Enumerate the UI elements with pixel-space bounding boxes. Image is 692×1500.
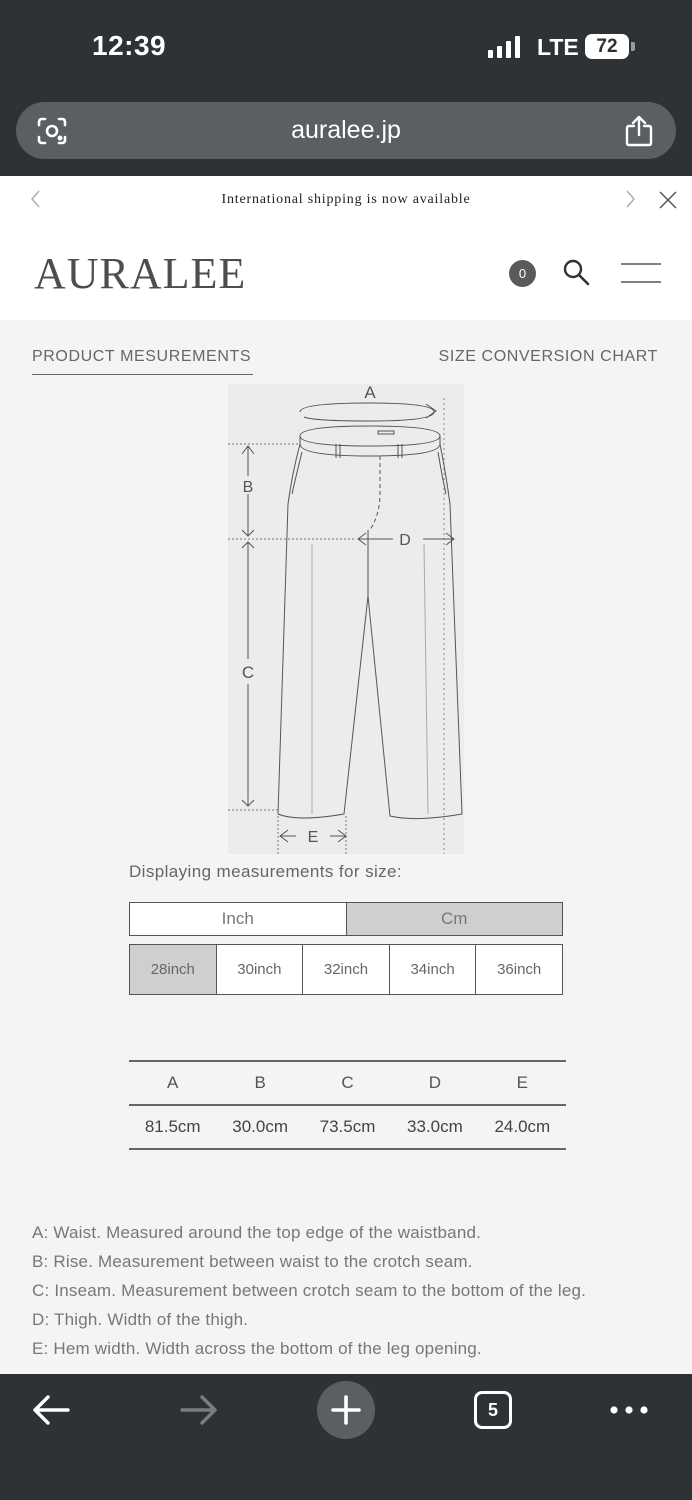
value-cell-e: 24.0cm (494, 1117, 551, 1136)
table-header-row (129, 1062, 566, 1104)
browser-address-area (0, 96, 692, 176)
size-display-label: Displaying measurements for size: (129, 862, 403, 881)
diagram-label-e: E (307, 829, 319, 846)
announcement-text: International shipping is now available (221, 192, 471, 207)
note-thigh: D: Thigh. Width of the thigh. (32, 1310, 249, 1329)
diagram-label-d: D (399, 532, 411, 549)
chevron-right-icon[interactable] (624, 188, 638, 210)
battery-level: 72 (596, 35, 618, 57)
share-icon[interactable] (624, 114, 654, 148)
new-tab-button[interactable] (317, 1381, 375, 1439)
unit-inch-button[interactable]: Inch (130, 903, 346, 935)
table-bottom-rule (129, 1148, 566, 1150)
diagram-label-b: B (242, 479, 254, 496)
site-logo[interactable]: AURALEE (34, 249, 247, 298)
signal-icon (488, 36, 520, 58)
unit-toggle (129, 902, 563, 936)
value-cell-c: 73.5cm (319, 1117, 376, 1136)
url-text[interactable]: auralee.jp (291, 116, 401, 144)
close-icon[interactable] (658, 190, 678, 210)
note-hem: E: Hem width. Width across the bottom of the leg opening. (32, 1339, 482, 1358)
measurement-notes (32, 1218, 672, 1363)
header-cell-e: E (516, 1073, 528, 1092)
cart-count-badge[interactable]: 0 (509, 260, 536, 287)
hamburger-menu-icon[interactable] (620, 262, 662, 284)
plus-icon (317, 1381, 375, 1439)
header-cell-b: B (254, 1073, 266, 1092)
value-cell-a: 81.5cm (144, 1117, 201, 1136)
note-waist: A: Waist. Measured around the top edge of the waistband. (32, 1223, 482, 1242)
note-rise: B: Rise. Measurement between waist to the crotch seam. (32, 1252, 473, 1271)
forward-arrow-icon[interactable] (178, 1392, 220, 1428)
size-28-button[interactable]: 28inch (130, 945, 216, 994)
size-32-button[interactable]: 32inch (302, 945, 389, 994)
header-cell-c: C (341, 1073, 354, 1092)
network-type: LTE (537, 34, 579, 60)
size-36-button[interactable]: 36inch (475, 945, 562, 994)
announcement-bar (0, 176, 692, 222)
search-icon[interactable] (562, 258, 590, 286)
tab-switcher-button[interactable] (474, 1391, 512, 1429)
active-tab-underline (32, 374, 253, 375)
header-cell-a: A (167, 1073, 179, 1092)
unit-cm-button[interactable]: Cm (346, 903, 563, 935)
site-header (0, 222, 692, 320)
size-selector (129, 944, 563, 995)
header-cell-d: D (428, 1073, 442, 1092)
tab-product-measurements[interactable]: PRODUCT MESUREMENTS (32, 348, 252, 365)
value-cell-b: 30.0cm (232, 1117, 288, 1136)
browser-toolbar (0, 1374, 692, 1500)
table-row (129, 1106, 566, 1148)
pants-measurement-diagram (228, 384, 464, 854)
web-page (0, 176, 692, 1374)
size-30-button[interactable]: 30inch (216, 945, 303, 994)
status-time: 12:39 (92, 30, 167, 61)
value-cell-d: 33.0cm (407, 1117, 463, 1136)
diagram-label-c: C (241, 663, 255, 682)
battery-icon (585, 34, 629, 59)
tab-count: 5 (487, 1399, 498, 1420)
address-bar[interactable] (16, 102, 676, 159)
note-inseam: C: Inseam. Measurement between crotch seam to the bottom of the leg. (32, 1281, 587, 1300)
diagram-label-a: A (364, 384, 376, 402)
more-options-icon[interactable] (608, 1400, 650, 1420)
back-arrow-icon[interactable] (30, 1392, 72, 1428)
measurements-table (129, 1060, 566, 1150)
tab-size-conversion-chart[interactable]: SIZE CONVERSION CHART (438, 348, 658, 365)
status-bar (0, 0, 692, 96)
size-34-button[interactable]: 34inch (389, 945, 476, 994)
battery-tip (631, 42, 635, 51)
